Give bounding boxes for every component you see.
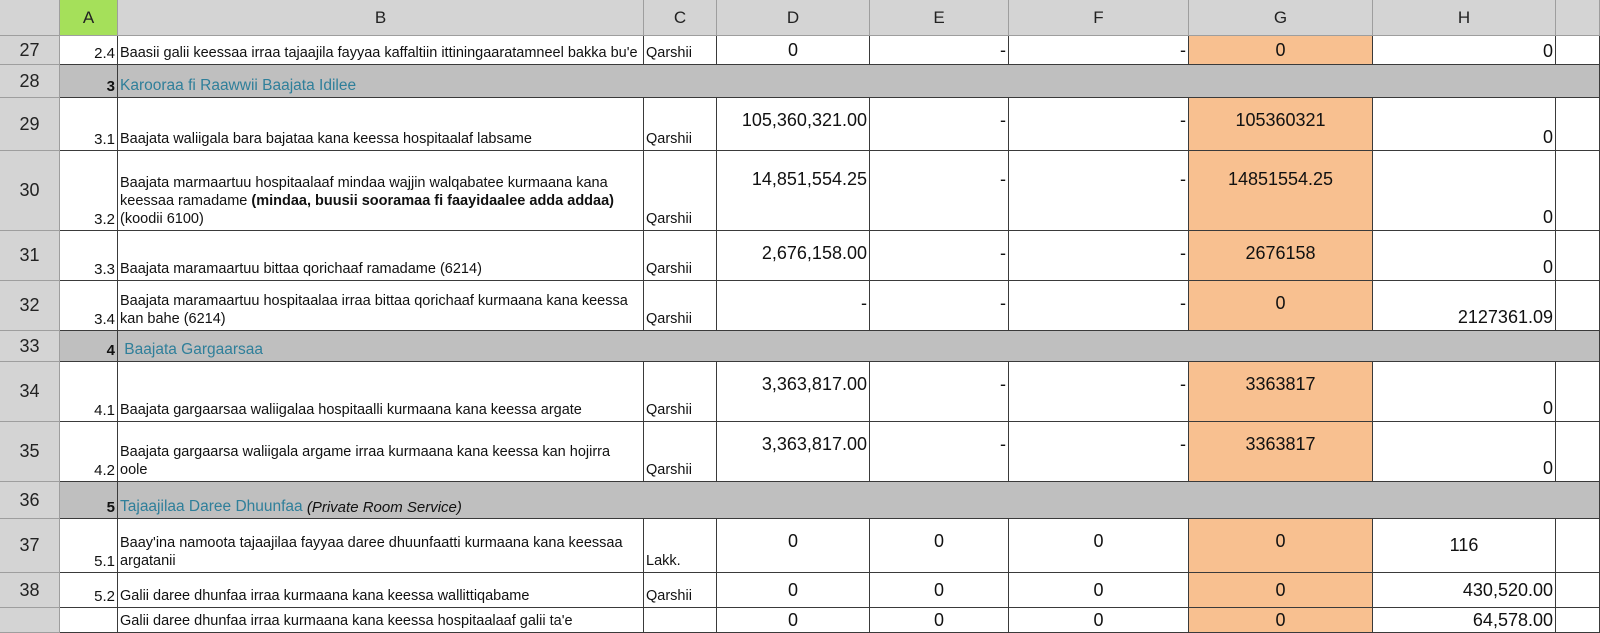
indicator-text xyxy=(120,174,641,228)
section-title: Baajata Gargaarsaa xyxy=(120,341,264,358)
row-header[interactable]: 32 xyxy=(0,281,60,331)
cell-c-unit[interactable]: Qarshii xyxy=(644,281,717,331)
indicator-text: Baajata gargaarsa waliigala argame irraa kurmaana kana keessa kan hojirra oole xyxy=(120,444,611,478)
row-header[interactable]: 36 xyxy=(0,482,60,519)
row-header[interactable]: 29 xyxy=(0,98,60,151)
row-header[interactable]: 35 xyxy=(0,422,60,482)
cell-b[interactable] xyxy=(118,281,644,331)
cell-f[interactable]: - xyxy=(1009,281,1189,331)
cell-a[interactable]: 4 xyxy=(60,331,118,362)
row-header[interactable]: 33 xyxy=(0,331,60,362)
cell-d[interactable]: 105,360,321.00 xyxy=(717,98,870,151)
cell-i[interactable] xyxy=(1556,422,1600,482)
cell-b[interactable] xyxy=(118,36,644,65)
cell-i[interactable] xyxy=(1556,281,1600,331)
cell-f[interactable]: 0 xyxy=(1009,608,1189,633)
indicator-text: Baay'ina namoota tajaajilaa fayyaa daree dhuunfaatti kurmaana kana keessaa argatanii xyxy=(120,535,623,569)
cell-h[interactable]: 0 xyxy=(1373,98,1556,151)
column-header-h[interactable]: H xyxy=(1373,0,1556,36)
row-header[interactable]: 34 xyxy=(0,362,60,422)
cell-h[interactable]: 0 xyxy=(1373,151,1556,231)
cell-i[interactable] xyxy=(1556,608,1600,633)
row-header[interactable]: 37 xyxy=(0,519,60,573)
column-header-b[interactable]: B xyxy=(118,0,644,36)
indicator-text: Galii daree dhunfaa irraa kurmaana kana keessa wallittiqabame xyxy=(120,588,530,604)
column-header-g[interactable]: G xyxy=(1189,0,1373,36)
cell-b[interactable] xyxy=(118,151,644,231)
section-subtitle: (Private Room Service) xyxy=(302,499,462,516)
cell-c-unit[interactable]: Lakk. xyxy=(644,519,717,573)
cell-i[interactable] xyxy=(1556,362,1600,422)
cell-d[interactable]: - xyxy=(717,281,870,331)
cell-f[interactable]: - xyxy=(1009,98,1189,151)
cell-d[interactable]: 0 xyxy=(717,519,870,573)
cell-a[interactable]: 3.1 xyxy=(60,98,118,151)
cell-f[interactable]: - xyxy=(1009,231,1189,281)
cell-h[interactable]: 0 xyxy=(1373,422,1556,482)
cell-a[interactable]: 5.1 xyxy=(60,519,118,573)
section-title: Karooraa fi Raawwii Baajata Idilee xyxy=(120,77,357,94)
cell-e[interactable]: 0 xyxy=(870,519,1009,573)
indicator-text: Baajata gargaarsaa waliigalaa hospitaalli kurmaana kana keessa argate xyxy=(120,402,582,418)
cell-a[interactable]: 3.3 xyxy=(60,231,118,281)
cell-h[interactable]: 116 xyxy=(1373,519,1556,573)
cell-i[interactable] xyxy=(1556,519,1600,573)
cell-a[interactable]: 3 xyxy=(60,65,118,98)
cell-c-unit[interactable]: Qarshii xyxy=(644,422,717,482)
column-header-a[interactable]: A xyxy=(60,0,118,36)
row-header[interactable]: 31 xyxy=(0,231,60,281)
cell-e[interactable]: - xyxy=(870,422,1009,482)
cell-b[interactable] xyxy=(118,362,644,422)
cell-a[interactable]: 5 xyxy=(60,482,118,519)
cell-e[interactable]: - xyxy=(870,362,1009,422)
select-all-corner[interactable] xyxy=(0,0,60,36)
row-header[interactable]: 30 xyxy=(0,151,60,231)
cell-f[interactable]: 0 xyxy=(1009,519,1189,573)
column-header-c[interactable]: C xyxy=(644,0,717,36)
section-title: Tajaajilaa Daree Dhuunfaa xyxy=(120,498,303,515)
cell-c-unit[interactable]: Qarshii xyxy=(644,151,717,231)
cell-h[interactable]: 64,578.00 xyxy=(1373,608,1556,633)
cell-i[interactable] xyxy=(1556,151,1600,231)
column-header-d[interactable]: D xyxy=(717,0,870,36)
cell-b[interactable] xyxy=(118,422,644,482)
row-header[interactable] xyxy=(0,608,60,633)
cell-h[interactable]: 0 xyxy=(1373,362,1556,422)
cell-i[interactable] xyxy=(1556,98,1600,151)
cell-e[interactable]: 0 xyxy=(870,608,1009,633)
cell-d[interactable]: 3,363,817.00 xyxy=(717,362,870,422)
cell-e[interactable]: - xyxy=(870,281,1009,331)
cell-g[interactable]: 0 xyxy=(1189,573,1373,608)
cell-c-unit[interactable]: Qarshii xyxy=(644,36,717,65)
cell-a[interactable]: 5.2 xyxy=(60,573,118,608)
indicator-text-bold: (mindaa, buusii sooramaa fi faayidaalee adda addaa) xyxy=(251,193,614,209)
cell-e[interactable]: - xyxy=(870,231,1009,281)
cell-b[interactable] xyxy=(118,573,644,608)
cell-a[interactable]: 2.4 xyxy=(60,36,118,65)
cell-g[interactable]: 105360321 xyxy=(1189,98,1373,151)
indicator-text-part: Baajata marmaartuu hospitaalaaf mindaa wajjin walqabatee kurmaana kana keessaa ramadame xyxy=(120,175,608,209)
cell-b[interactable] xyxy=(118,519,644,573)
indicator-text: Baajata maramaartuu hospitaalaa irraa bittaa qorichaaf kurmaana kana keessa kan bahe (6214) xyxy=(120,293,628,327)
row-header[interactable]: 38 xyxy=(0,573,60,608)
cell-d[interactable]: 14,851,554.25 xyxy=(717,151,870,231)
indicator-text: Baajata maramaartuu bittaa qorichaaf ramadame (6214) xyxy=(120,261,482,277)
cell-f[interactable]: - xyxy=(1009,151,1189,231)
column-header-e[interactable]: E xyxy=(870,0,1009,36)
cell-a[interactable]: 3.4 xyxy=(60,281,118,331)
cell-e[interactable]: - xyxy=(870,98,1009,151)
cell-h[interactable]: 0 xyxy=(1373,36,1556,65)
cell-c-unit[interactable]: Qarshii xyxy=(644,573,717,608)
indicator-text: Baasii galii keessaa irraa tajaajila fayyaa kaffaltiin ittiningaaratamneel bakka bu'e xyxy=(120,45,638,61)
cell-i[interactable] xyxy=(1556,231,1600,281)
cell-b[interactable] xyxy=(118,98,644,151)
cell-b[interactable] xyxy=(118,608,644,633)
cell-i[interactable] xyxy=(1556,573,1600,608)
cell-i[interactable] xyxy=(1556,36,1600,65)
cell-d[interactable]: 0 xyxy=(717,36,870,65)
cell-h[interactable]: 2127361.09 xyxy=(1373,281,1556,331)
row-header[interactable]: 28 xyxy=(0,65,60,98)
cell-g[interactable]: 3363817 xyxy=(1189,362,1373,422)
cell-f[interactable]: - xyxy=(1009,362,1189,422)
indicator-text-part: (koodii 6100) xyxy=(120,211,204,227)
cell-e[interactable]: - xyxy=(870,36,1009,65)
cell-d[interactable]: 0 xyxy=(717,573,870,608)
section-title-cell[interactable] xyxy=(118,65,1600,98)
cell-c-unit[interactable]: Qarshii xyxy=(644,231,717,281)
cell-d[interactable]: 2,676,158.00 xyxy=(717,231,870,281)
cell-a[interactable]: 4.2 xyxy=(60,422,118,482)
cell-f[interactable]: - xyxy=(1009,36,1189,65)
row-header[interactable]: 27 xyxy=(0,36,60,65)
cell-h[interactable]: 0 xyxy=(1373,231,1556,281)
indicator-text: Baajata waliigala bara bajataa kana keessa hospitaalaf labsame xyxy=(120,131,532,147)
cell-g[interactable]: 2676158 xyxy=(1189,231,1373,281)
section-title-cell[interactable] xyxy=(118,331,1600,362)
section-title-cell[interactable] xyxy=(118,482,1600,519)
cell-f[interactable]: 0 xyxy=(1009,573,1189,608)
cell-d[interactable]: 0 xyxy=(717,608,870,633)
column-header-f[interactable]: F xyxy=(1009,0,1189,36)
cell-a[interactable]: 3.2 xyxy=(60,151,118,231)
indicator-text: Galii daree dhunfaa irraa kurmaana kana keessa hospitaalaaf galii ta'e xyxy=(120,613,573,629)
cell-c-unit[interactable] xyxy=(644,608,717,633)
cell-g[interactable]: 0 xyxy=(1189,281,1373,331)
cell-f[interactable]: - xyxy=(1009,422,1189,482)
cell-a[interactable]: 4.1 xyxy=(60,362,118,422)
cell-c-unit[interactable]: Qarshii xyxy=(644,362,717,422)
cell-g[interactable]: 0 xyxy=(1189,36,1373,65)
cell-e[interactable]: 0 xyxy=(870,573,1009,608)
cell-b[interactable] xyxy=(118,231,644,281)
cell-c-unit[interactable]: Qarshii xyxy=(644,98,717,151)
column-header-i[interactable] xyxy=(1556,0,1600,36)
cell-g[interactable]: 14851554.25 xyxy=(1189,151,1373,231)
cell-e[interactable]: - xyxy=(870,151,1009,231)
cell-h[interactable]: 430,520.00 xyxy=(1373,573,1556,608)
cell-g[interactable]: 0 xyxy=(1189,608,1373,633)
cell-g[interactable]: 0 xyxy=(1189,519,1373,573)
cell-g[interactable]: 3363817 xyxy=(1189,422,1373,482)
cell-a[interactable] xyxy=(60,608,118,633)
cell-d[interactable]: 3,363,817.00 xyxy=(717,422,870,482)
